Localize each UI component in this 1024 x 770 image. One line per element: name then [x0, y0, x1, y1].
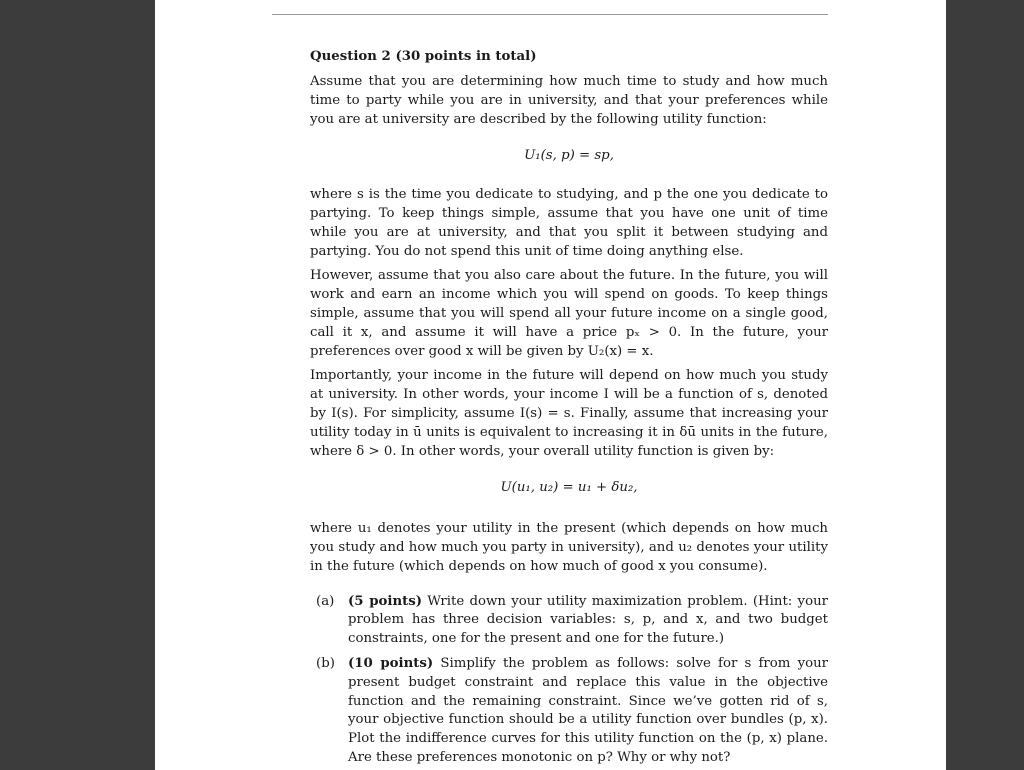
- parts-list: [310, 593, 828, 768]
- question-points: (30 points in total): [395, 49, 537, 64]
- question-content: [310, 47, 828, 770]
- part-a-label: (a): [316, 593, 335, 609]
- part-b: [310, 655, 828, 768]
- paragraph-future: However, assume that you also care about the future. In the future, you will work and earn an income which you will spend on goods. To keep things simple, assume that you will spend all your future income on a single good, call it x, and assume it will have a price pₓ > 0. In the future, your preferences over good x will be given by U₂(x) = x.: [310, 268, 828, 359]
- equation-overall: U(u₁, u₂) = u₁ + δu₂,: [500, 480, 638, 496]
- intro-paragraph: Assume that you are determining how much time to study and how much time to party while you are in university, and that your preferences while you are at university are described by the following utility function:: [310, 74, 828, 127]
- question-title: Question 2: [310, 49, 391, 64]
- part-a: [310, 593, 828, 649]
- part-b-text: [348, 655, 828, 768]
- part-b-body: Simplify the problem as follows: solve for s from your present budget constraint and replace this value in the objective function and the remaining constraint. Since we’ve gotten rid of s, your objective function should be a utility function over bundles (p, x). Plot the indifference curves for this utility function on the (p, x) plane. Are these preferences monotonic on p? Why or why not?: [348, 655, 829, 765]
- part-a-body: Write down your utility maximization problem. (Hint: your problem has three decision variables: s, p, and x, and two budget constraints, one for the present and one for the future.): [348, 593, 828, 647]
- part-a-points: (5 points): [348, 593, 423, 609]
- part-b-label: (b): [316, 655, 335, 671]
- top-rule: [272, 14, 828, 15]
- paragraph-utilities: where u₁ denotes your utility in the present (which depends on how much you study and how much you party in university), and u₂ denotes your utility in the future (which depends on how much of good x you consume).: [310, 521, 828, 574]
- equation-u1: U₁(s, p) = sp,: [524, 148, 614, 164]
- paragraph-income: Importantly, your income in the future will depend on how much you study at university. In other words, your income I will be a function of s, denoted by I(s). For simplicity, assume I(s) = s. Finally, assume that increasing your utility today in ū units is equivalent to increasing it in δū units in the future, where δ > 0. In other words, your overall utility function is given by:: [310, 368, 828, 459]
- part-a-text: [348, 593, 828, 649]
- question-heading: [310, 47, 828, 67]
- paragraph-definitions: where s is the time you dedicate to studying, and p the one you dedicate to partying. To keep things simple, assume that you have one unit of time while you are at university, and that you split it between studying and partying. You do not spend this unit of time doing anything else.: [310, 187, 828, 259]
- part-b-points: (10 points): [348, 655, 434, 671]
- document-page: [155, 0, 946, 770]
